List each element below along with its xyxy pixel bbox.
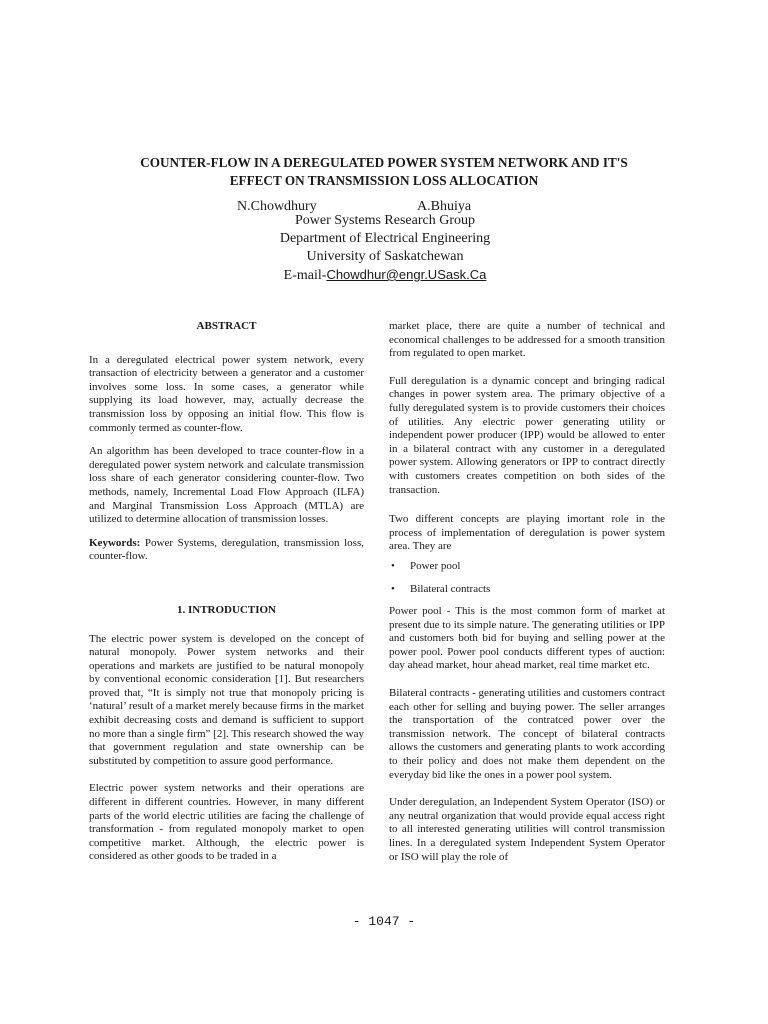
- body-paragraph-3: Two different concepts are playing imortant role in the process of implementation of deregulation is power system area. They are: [389, 513, 665, 553]
- list-item: • Bilateral contracts: [389, 583, 665, 597]
- university: University of Saskatchewan: [306, 249, 464, 264]
- email-link[interactable]: Chowdhur@engr.USask.Ca: [326, 267, 487, 282]
- keywords-label: Keywords:: [89, 536, 141, 549]
- intro-paragraph-1: The electric power system is developed on the concept of natural monopoly. Power system networks and their operations and markets are justified to be natural monopoly by conventional economic consideration [1]. But researchers proved that, “It is simply not true that monopoly pricing is ‘natural’ result of a market merely because firms in the market exhibit decreasing costs and demand is sufficient to support no more than a single firm” [2]. This research showed the way that government regulation and state ownership can be substituted by competition to assure good performance.: [89, 632, 364, 767]
- body-paragraph-6: Under deregulation, an Independent System Operator (ISO) or any neutral organization that would provide equal access right to all interested generating utilities will control transmission lines. In a deregulated system Independent System Operator or ISO will play the role of: [389, 796, 665, 863]
- body-paragraph-5: Bilateral contracts - generating utilities and customers contract each other for selling and buying power. The seller arranges the transportation of the contratced power over the transmission network. The concept of bilateral contracts allows the customers and generating plants to work according to their policy and does not make them dependent on the everyday bid like the ones in a power pool system.: [389, 687, 665, 781]
- title-line-2: EFFECT ON TRANSMISSION LOSS ALLOCATION: [229, 173, 539, 188]
- bullet-list: [389, 560, 665, 596]
- body-paragraph-1: market place, there are quite a number of technical and economical challenges to be addressed for a smooth transition from regulated to open market.: [389, 320, 665, 360]
- right-column: [389, 320, 665, 874]
- research-group: Power Systems Research Group: [294, 213, 476, 228]
- author-2: A.Bhuiya: [417, 199, 472, 214]
- body-paragraph-4: Power pool - This is the most common form of market at present due to its simple nature. The generating utilities or IPP and customers both bid for buying and selling power at the power pool. Power pool conducts different types of auction: day ahead market, hour ahead market, real time market etc.: [389, 605, 665, 672]
- abstract-paragraph-1: In a deregulated electrical power system network, every transaction of electricity between a generator and a customer involves some loss. In some cases, a generator while supplying its load however, may, actually decrease the transmission loss by opposing an initial flow. This flow is commonly termed as counter-flow.: [89, 353, 364, 434]
- body-paragraph-2: Full deregulation is a dynamic concept and bringing radical changes in power system area. The primary objective of a fully deregulated system is to provide customers their choices of utilities. Any electric power generating utility or independent power producer (IPP) would be allowed to enter in a bilateral contract with any customer in a deregulated power system. Allowing generators or IPP to contract directly with customers creates competition on both sides of the transaction.: [389, 374, 665, 496]
- email-line: [200, 266, 570, 285]
- page-number: - 1047 -: [352, 914, 416, 929]
- email-label: E-mail-: [283, 268, 327, 283]
- keywords-text: Power Systems, deregulation, transmission loss, counter-flow.: [89, 536, 364, 563]
- abstract-heading: ABSTRACT: [196, 320, 257, 332]
- paper-title: [60, 154, 708, 190]
- affiliation: [200, 212, 570, 285]
- left-column: [89, 320, 364, 874]
- intro-paragraph-2: Electric power system networks and their operations are different in different countries. However, in many different parts of the world electric utilities are facing the challenge of transformation - from regulated monopoly market to open competitive market. Although, the electric power is considered as other goods to be traded in a: [89, 782, 364, 863]
- title-line-1: COUNTER-FLOW IN A DEREGULATED POWER SYSTEM NETWORK AND IT'S: [140, 155, 628, 170]
- list-item: • Power pool: [389, 560, 665, 574]
- author-1: N.Chowdhury: [237, 199, 317, 214]
- department: Department of Electrical Engineering: [279, 231, 491, 246]
- keywords: [89, 537, 364, 564]
- introduction-heading: 1. INTRODUCTION: [176, 603, 276, 616]
- abstract-paragraph-2: An algorithm has been developed to trace counter-flow in a deregulated power system network and calculate transmission loss share of each generator considering counter-flow. Two methods, namely, Incremental Load Flow Approach (ILFA) and Marginal Transmission Loss Approach (MTLA) are utilized to determine allocation of transmission losses.: [89, 445, 364, 526]
